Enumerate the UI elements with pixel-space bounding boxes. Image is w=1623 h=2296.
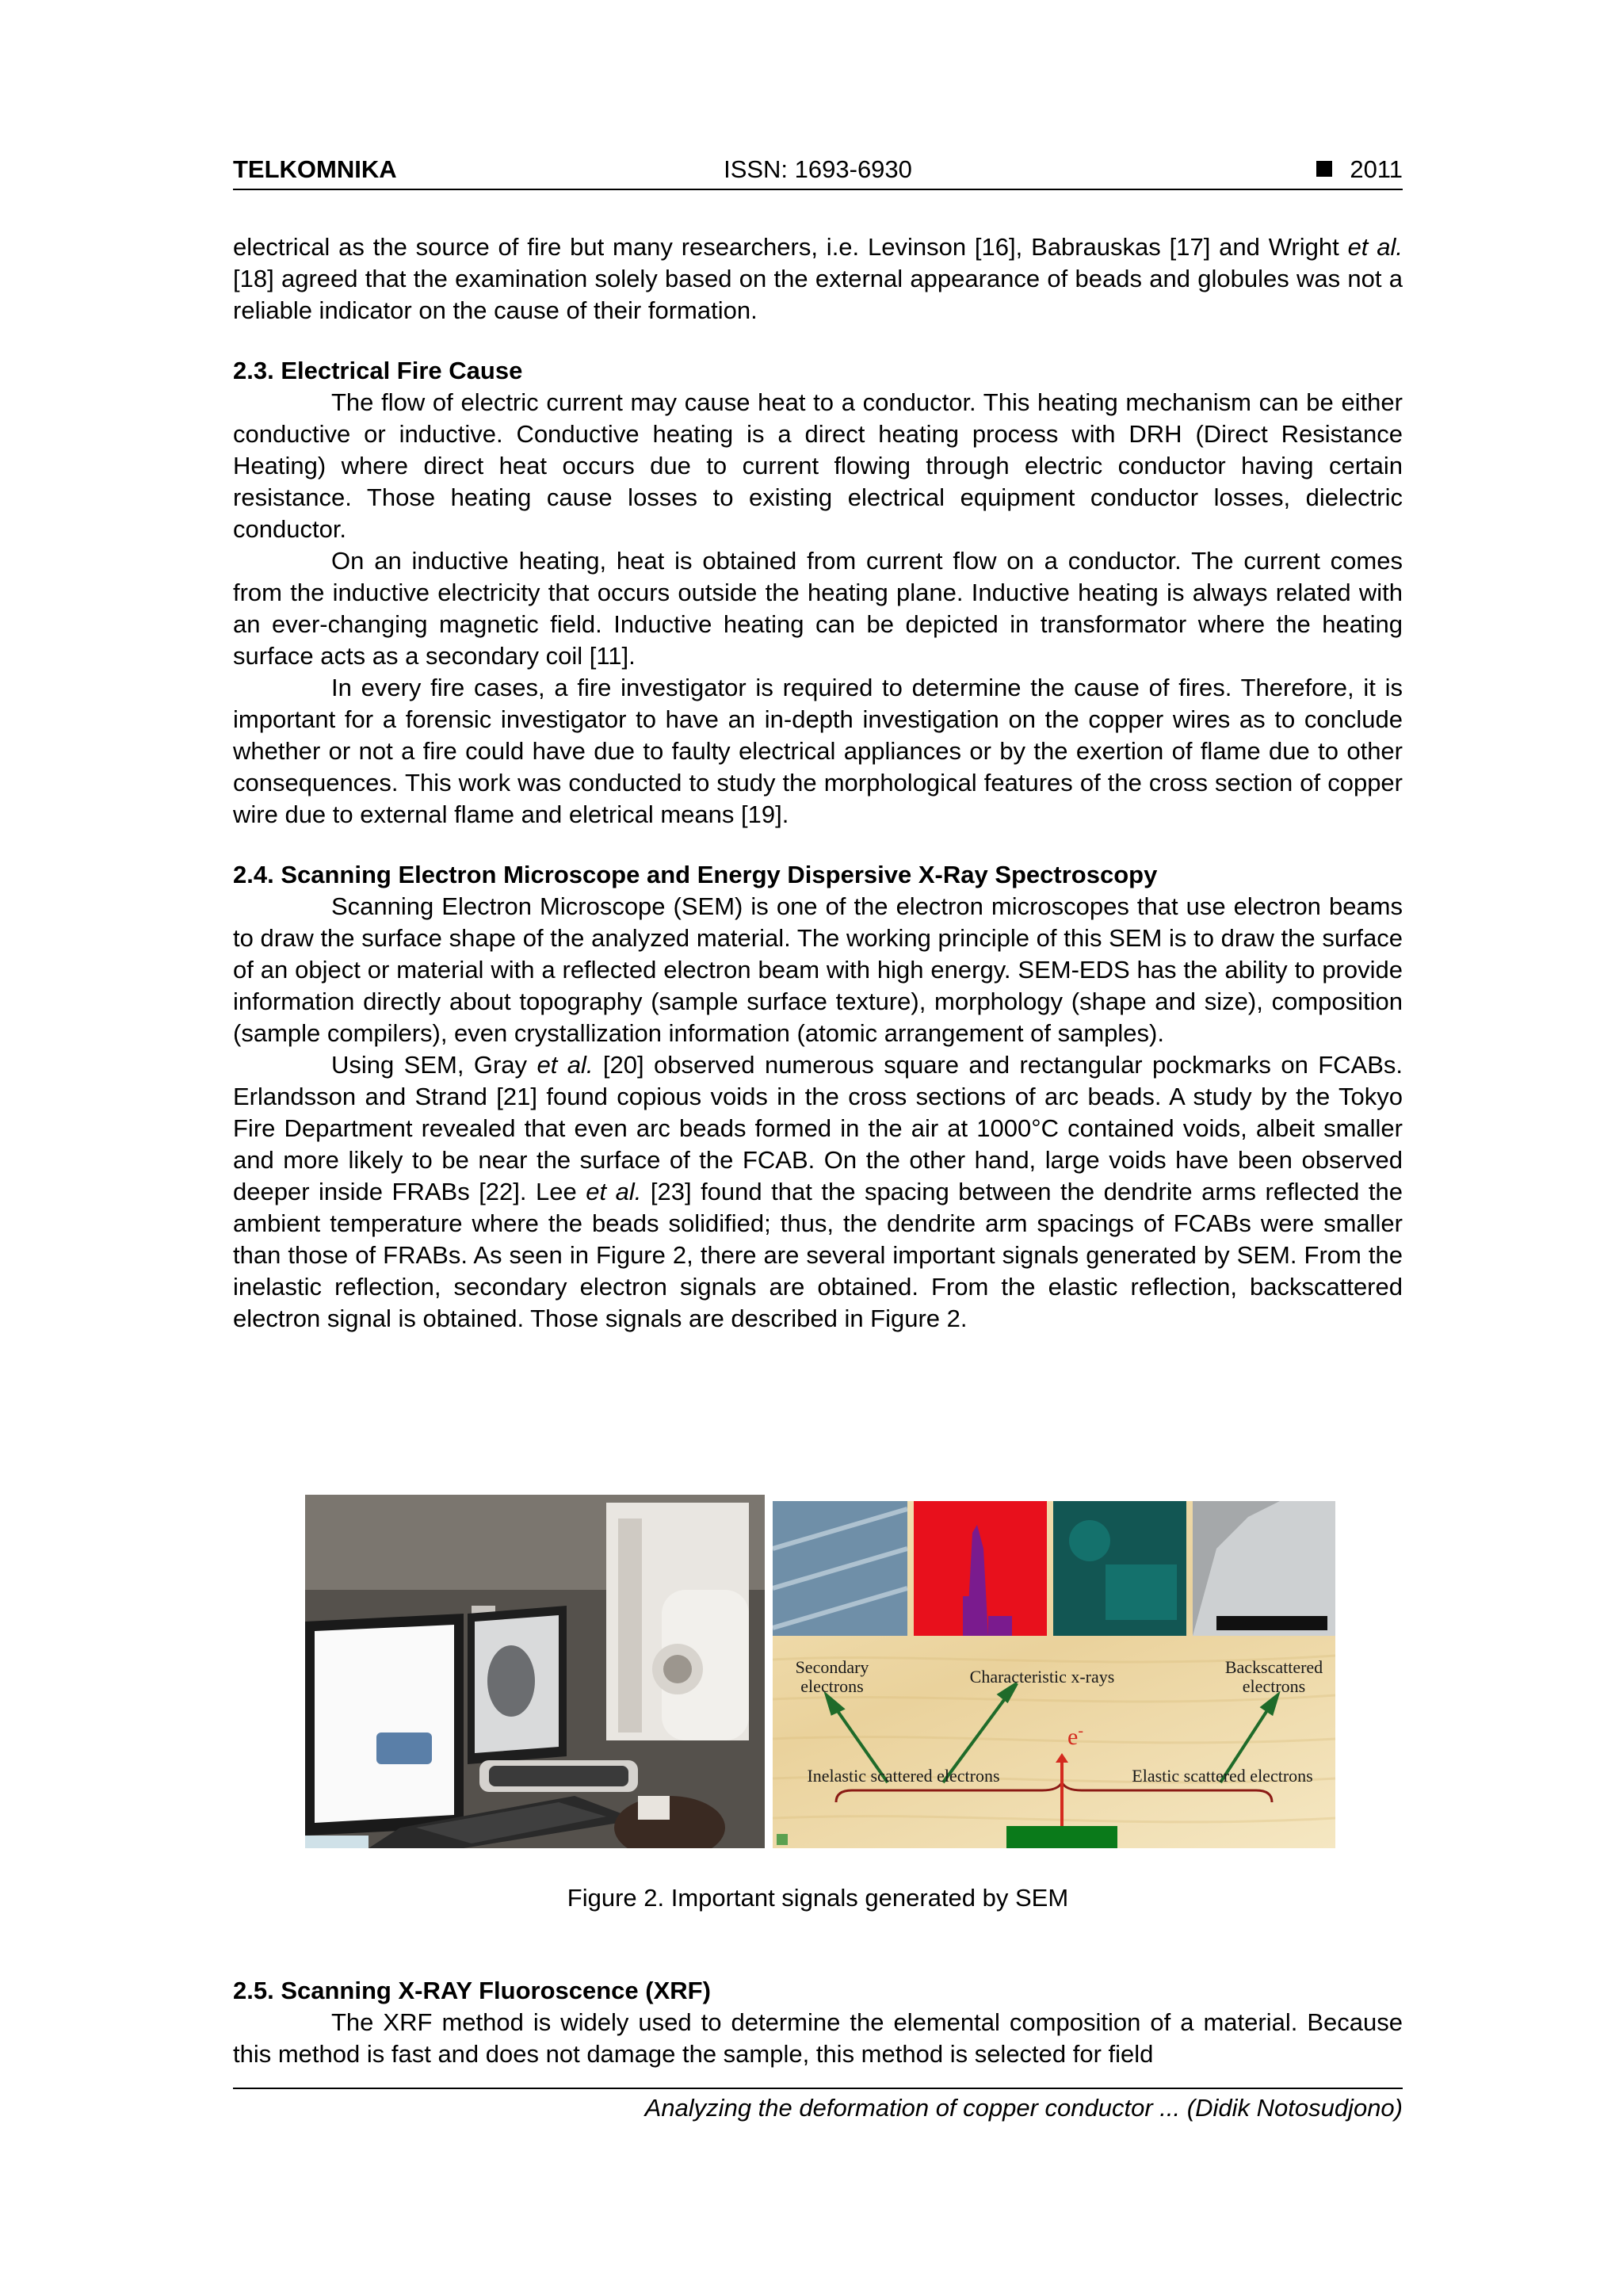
specimen-block <box>1006 1826 1117 1848</box>
page-number-block <box>1316 155 1403 184</box>
body-column-bottom <box>233 1975 1403 2070</box>
intro-paragraph: electrical as the source of fire but many researchers, i.e. Levinson [16], Babrauskas [17] and Wright et al. [18] agreed that the examination solely based on the external appearance of beads and globules was not a reliable indicator on the cause of their formation. <box>233 233 1403 324</box>
page-footer: Analyzing the deformation of copper conductor ... (Didik Notosudjono) <box>233 2088 1403 2127</box>
paragraph: Scanning Electron Microscope (SEM) is one of the electron microscopes that use electron beams to draw the surface shape of the analyzed material. The working principle of this SEM is to draw the surface of an object or material with a reflected electron beam with high energy. SEM-EDS has the ability to provide information directly about topography (sample surface texture), morphology (shape and size), composition (sample compilers), even crystallization information (atomic arrangement of samples). <box>233 892 1403 1047</box>
journal-name: TELKOMNIKA <box>233 155 397 183</box>
characteristic-xrays-label: Characteristic x-rays <box>969 1667 1115 1687</box>
issn: ISSN: 1693-6930 <box>724 155 912 183</box>
sem-workstation-photo <box>305 1495 765 1848</box>
inelastic-label: Inelastic scattered electrons <box>807 1766 1000 1786</box>
figure-2 <box>305 1495 1335 1848</box>
sem-photo-illustration <box>305 1495 765 1848</box>
elastic-label: Elastic scattered electrons <box>1132 1766 1313 1786</box>
page-number: 2011 <box>1350 155 1403 183</box>
paragraph: Using SEM, Gray et al. [20] observed numerous square and rectangular pockmarks on FCABs. Erlandsson and Strand [21] found copious voids in the cross sections of arc beads. A study by the Tokyo Fire Department revealed that even arc beads formed in the air at 1000°C contained voids, albeit smaller and more likely to be near the surface of the FCAB. On the other hand, large voids have been observed deeper inside FRABs [22]. Lee et al. [23] found that the spacing between the dendrite arms reflected the ambient temperature where the beads solidified; thus, the dendrite arm spacings of FCABs were smaller than those of FRABs. As seen in Figure 2, there are several important signals generated by SEM. From the inelastic reflection, secondary electron signals are obtained. From the elastic reflection, backscattered electron signal is obtained. Those signals are described in Figure 2. <box>233 1051 1403 1332</box>
backscattered-electrons-label: Backscattered electrons <box>1224 1657 1323 1696</box>
sem-signals-diagram <box>773 1501 1335 1848</box>
black-square-icon <box>1316 161 1332 177</box>
paragraph: In every fire cases, a fire investigator is required to determine the cause of fires. Therefore, it is important for a forensic investigator to have an in-depth investigation on the copper wires as to conclude whether or not a fire could have due to faulty electrical appliances or by the exertion of flame due to other consequences. This work was conducted to study the morphological features of the cross section of copper wire due to external flame and eletrical means [19]. <box>233 674 1403 828</box>
paragraph: The XRF method is widely used to determine the elemental composition of a material. Because this method is fast and does not damage the sample, this method is selected for field <box>233 2008 1403 2068</box>
paragraph: The flow of electric current may cause heat to a conductor. This heating mechanism can be either conductive or inductive. Conductive heating is a direct heating process with DRH (Direct Resistance Heating) where direct heat occurs due to current flowing through electric conductor having certain resistance. Those heating cause losses to existing electrical equipment conductor losses, dielectric conductor. <box>233 388 1403 543</box>
secondary-electrons-label: Secondary electrons <box>795 1657 869 1696</box>
paragraph: On an inductive heating, heat is obtained from current flow on a conductor. The current comes from the inductive electricity that occurs outside the heating plane. Inductive heating is always related with an ever-changing magnetic field. Inductive heating can be depicted in transformator where the heating surface acts as a secondary coil [11]. <box>233 547 1403 670</box>
section-heading-2-5: 2.5. Scanning X-RAY Fluoroscence (XRF) <box>233 1977 711 2004</box>
electron-symbol: e- <box>1067 1722 1083 1750</box>
figure-caption: Figure 2. Important signals generated by SEM <box>567 1884 1069 1912</box>
body-column-top <box>233 231 1403 1335</box>
section-heading-2-3: 2.3. Electrical Fire Cause <box>233 357 523 384</box>
page-header <box>233 155 1403 190</box>
section-heading-2-4: 2.4. Scanning Electron Microscope and Energy Dispersive X-Ray Spectroscopy <box>233 861 1158 888</box>
